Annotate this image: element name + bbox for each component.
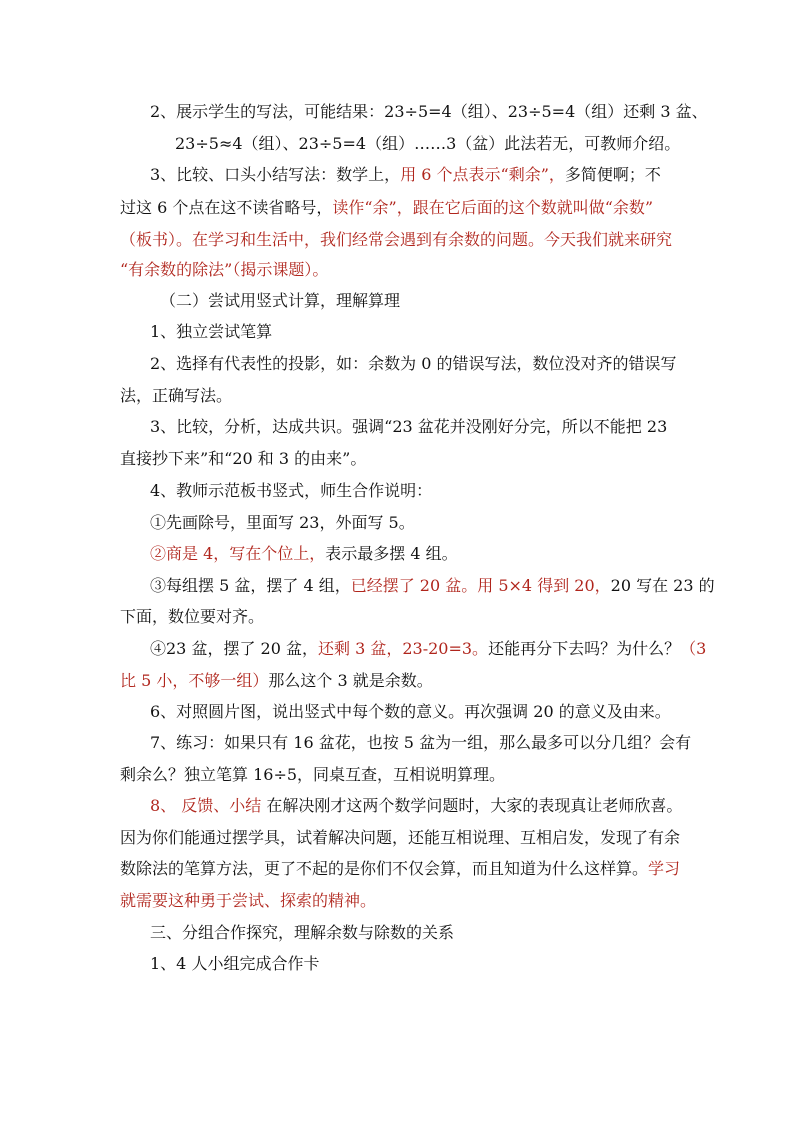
text-line: [150, 794, 682, 818]
text-line: [120, 384, 232, 408]
text-segment: （二）尝试用竖式计算，理解算理: [160, 291, 401, 310]
text-line: [150, 574, 715, 598]
text-line: [175, 132, 680, 156]
highlighted-text: （板书）。在学习和生活中，我们经常会遇到有余数的问题。今天我们就来研究: [120, 230, 673, 249]
text-segment: 在解决刚才这两个数学问题时，大家的表现真让老师欣喜。: [266, 796, 683, 815]
highlighted-text: 8、 反馈、小结: [150, 796, 267, 815]
text-line: [150, 637, 706, 661]
text-line: [150, 921, 454, 945]
highlighted-text: 读作“余”，跟在它后面的这个数就叫做“余数”: [332, 198, 654, 217]
text-line: [120, 258, 328, 282]
text-segment: 下面，数位要对齐。: [120, 607, 265, 626]
text-line: [120, 826, 680, 850]
text-segment: ③每组摆 5 盆，摆了 4 组，: [150, 576, 351, 595]
text-segment: 2、选择有代表性的投影，如：余数为 0 的错误写法，数位没对齐的错误写: [150, 354, 677, 373]
highlighted-text: ②商是 4，写在个位上，: [150, 544, 326, 563]
text-segment: ①先画除号，里面写 23，外面写 5。: [150, 513, 415, 532]
text-segment: 3、比较，分析，达成共识。强调“23 盆花并没刚好分完，所以不能把 23: [150, 417, 668, 436]
text-segment: 过这 6 个点在这不读省略号，: [120, 198, 333, 217]
text-segment: 1、4 人小组完成合作卡: [150, 954, 320, 973]
text-segment: 三、分组合作探究，理解余数与除数的关系: [150, 923, 455, 942]
text-segment: 1、独立尝试笔算: [150, 322, 273, 341]
text-segment: 4、教师示范板书竖式，师生合作说明：: [150, 481, 433, 500]
text-segment: 23÷5≈4（组）、23÷5=4（组）……3（盆）此法若无，可教师介绍。: [175, 134, 681, 153]
text-line: [150, 320, 272, 344]
text-line: [150, 542, 458, 566]
text-segment: 多简便啊；不: [564, 165, 661, 184]
text-segment: 那么这个 3 就是余数。: [268, 671, 433, 690]
text-line: [150, 415, 667, 439]
text-line: [150, 100, 708, 124]
text-segment: 剩余么？独立笔算 16÷5，同桌互查，互相说明算理。: [120, 765, 506, 784]
text-segment: 7、练习：如果只有 16 盆花，也按 5 盆为一组，那么最多可以分几组？会有: [150, 733, 692, 752]
text-line: [120, 669, 433, 693]
text-line: [150, 511, 415, 535]
text-line: [150, 952, 319, 976]
text-line: [120, 196, 653, 220]
text-segment: 法，正确写法。: [120, 386, 233, 405]
text-line: [120, 889, 376, 913]
highlighted-text: 就需要这种勇于尝试、探索的精神。: [120, 891, 377, 910]
text-segment: 因为你们能通过摆学具，试着解决问题，还能互相说理、互相启发，发现了有余: [120, 828, 681, 847]
highlighted-text: 比 5 小，不够一组）: [120, 671, 269, 690]
text-segment: 20 写在 23 的: [610, 576, 715, 595]
text-line: [120, 857, 680, 881]
text-line: [150, 700, 671, 724]
text-line: [160, 289, 400, 313]
text-segment: 还能再分下去吗？为什么？: [488, 639, 681, 658]
text-segment: 直接抄下来”和“20 和 3 的由来”。: [120, 449, 367, 468]
text-segment: 6、对照圆片图，说出竖式中每个数的意义。再次强调 20 的意义及由来。: [150, 702, 671, 721]
text-line: [150, 352, 677, 376]
text-segment: 数除法的笔算方法，更了不起的是你们不仅会算，而且知道为什么这样算。: [120, 859, 649, 878]
text-line: [120, 763, 505, 787]
highlighted-text: 已经摆了 20 盆。用 5×4 得到 20，: [350, 576, 611, 595]
text-line: [120, 228, 672, 252]
text-segment: ④23 盆，摆了 20 盆，: [150, 639, 318, 658]
highlighted-text: 用 6 个点表示“剩余”，: [400, 165, 565, 184]
text-line: [150, 479, 432, 503]
highlighted-text: 还剩 3 盆，23-20=3。: [317, 639, 489, 658]
text-segment: 2、展示学生的写法，可能结果：23÷5=4（组）、23÷5=4（组）还剩 3 盆、: [150, 102, 708, 121]
text-line: [150, 731, 691, 755]
highlighted-text: “有余数的除法”（揭示课题）。: [120, 260, 329, 279]
text-line: [120, 447, 366, 471]
highlighted-text: （3: [680, 639, 707, 658]
text-segment: 3、比较、口头小结写法：数学上，: [150, 165, 401, 184]
text-line: [150, 163, 661, 187]
text-line: [120, 605, 264, 629]
text-segment: 表示最多摆 4 组。: [325, 544, 458, 563]
highlighted-text: 学习: [648, 859, 681, 878]
